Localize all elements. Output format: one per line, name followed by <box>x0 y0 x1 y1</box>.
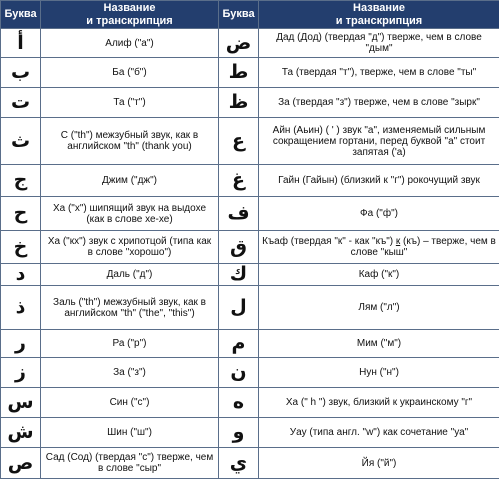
letter-description: Каф ("к") <box>259 264 499 286</box>
arabic-letter: س <box>1 388 41 418</box>
name-header-line2-right: и транскрипция <box>335 14 423 27</box>
table-row <box>1 418 499 448</box>
letter-column-header-right: Буква <box>219 1 259 29</box>
letter-description-part: Къаф (твердая "к" - как "къ") <box>262 236 396 247</box>
table-row <box>1 58 499 88</box>
arabic-letter: ع <box>219 118 259 165</box>
arabic-letter: ظ <box>219 88 259 118</box>
arabic-letter: د <box>1 264 41 286</box>
arabic-letter: ز <box>1 358 41 388</box>
arabic-letter: و <box>219 418 259 448</box>
letter-description: Уау (типа англ. "w") как сочетание "уа" <box>259 418 499 448</box>
name-column-header-right <box>259 1 499 29</box>
underlined-letter: к <box>395 236 401 247</box>
letter-description: Фа ("ф") <box>259 197 499 231</box>
arabic-letter: ح <box>1 197 41 231</box>
table-row <box>1 118 499 165</box>
arabic-letter: ت <box>1 88 41 118</box>
letter-description <box>259 231 499 264</box>
letter-description: Гайн (Гайын) (близкий к "г") рокочущий звук <box>259 165 499 197</box>
letter-description: Нун ("н") <box>259 358 499 388</box>
letter-description: Джим ("дж") <box>41 165 219 197</box>
letter-description: Та ("т") <box>41 88 219 118</box>
arabic-letter: ط <box>219 58 259 88</box>
table-row <box>1 88 499 118</box>
arabic-letter: ي <box>219 448 259 479</box>
letter-description-part: (къ) – тверже, чем в слове "кыш" <box>350 236 496 258</box>
letter-description: Айн (Аьин) ( ' ) звук "а", изменяемый сильным сокращением гортани, перед буквой "а" стоит запятая ('а) <box>259 118 499 165</box>
letter-description: За ("з") <box>41 358 219 388</box>
name-header-line1: Название <box>103 1 156 14</box>
arabic-letter: ك <box>219 264 259 286</box>
letter-description: Лям ("л") <box>259 286 499 330</box>
letter-description: За (твердая "з") тверже, чем в слове "зырк" <box>259 88 499 118</box>
table-row <box>1 388 499 418</box>
table-row <box>1 286 499 330</box>
table-row <box>1 358 499 388</box>
table-row <box>1 231 499 264</box>
table-row <box>1 330 499 358</box>
letter-description: Мим ("м") <box>259 330 499 358</box>
letter-description: Даль ("д") <box>41 264 219 286</box>
table-row <box>1 29 499 58</box>
header-row <box>1 1 499 29</box>
letter-description: Йя ("й") <box>259 448 499 479</box>
arabic-letter: ث <box>1 118 41 165</box>
arabic-letter: ل <box>219 286 259 330</box>
letter-column-header: Буква <box>1 1 41 29</box>
arabic-letter: ض <box>219 29 259 58</box>
arabic-letter: ش <box>1 418 41 448</box>
arabic-letter: ب <box>1 58 41 88</box>
arabic-letter: م <box>219 330 259 358</box>
letter-description: Ра ("р") <box>41 330 219 358</box>
arabic-letter: خ <box>1 231 41 264</box>
letter-description: Дад (Дод) (твердая "д") тверже, чем в слове "дым" <box>259 29 499 58</box>
table-row <box>1 448 499 479</box>
arabic-letter: ف <box>219 197 259 231</box>
letter-description: Ха ("х") шипящий звук на выдохе (как в слове хе-хе) <box>41 197 219 231</box>
arabic-letter: ه <box>219 388 259 418</box>
table-row <box>1 165 499 197</box>
letter-description: Ха ("кх") звук с хрипотцой (типа как в слове "хорошо") <box>41 231 219 264</box>
letter-description: Та (твердая "т"), тверже, чем в слове "ты" <box>259 58 499 88</box>
arabic-letter: ص <box>1 448 41 479</box>
letter-description: Алиф ("а") <box>41 29 219 58</box>
letter-description: Заль ("th") межзубный звук, как в английском "th" ("the", "this") <box>41 286 219 330</box>
arabic-letter: أ <box>1 29 41 58</box>
arabic-letter: ج <box>1 165 41 197</box>
letter-description: Ба ("б") <box>41 58 219 88</box>
name-column-header <box>41 1 219 29</box>
letter-description: Шин ("ш") <box>41 418 219 448</box>
arabic-letter: ن <box>219 358 259 388</box>
table-row <box>1 264 499 286</box>
arabic-letter: ذ <box>1 286 41 330</box>
letter-description: С ("th") межзубный звук, как в английском "th" (thank you) <box>41 118 219 165</box>
arabic-letter: ر <box>1 330 41 358</box>
table-row <box>1 197 499 231</box>
letter-description: Ха (" h ") звук, близкий к украинскому "г" <box>259 388 499 418</box>
arabic-letter: ق <box>219 231 259 264</box>
arabic-letter: غ <box>219 165 259 197</box>
letter-description: Син ("с") <box>41 388 219 418</box>
name-header-line2: и транскрипция <box>86 14 173 27</box>
name-header-line1-right: Название <box>353 1 405 14</box>
letter-description: Сад (Сод) (твердая "с") тверже, чем в слове "сыр" <box>41 448 219 479</box>
